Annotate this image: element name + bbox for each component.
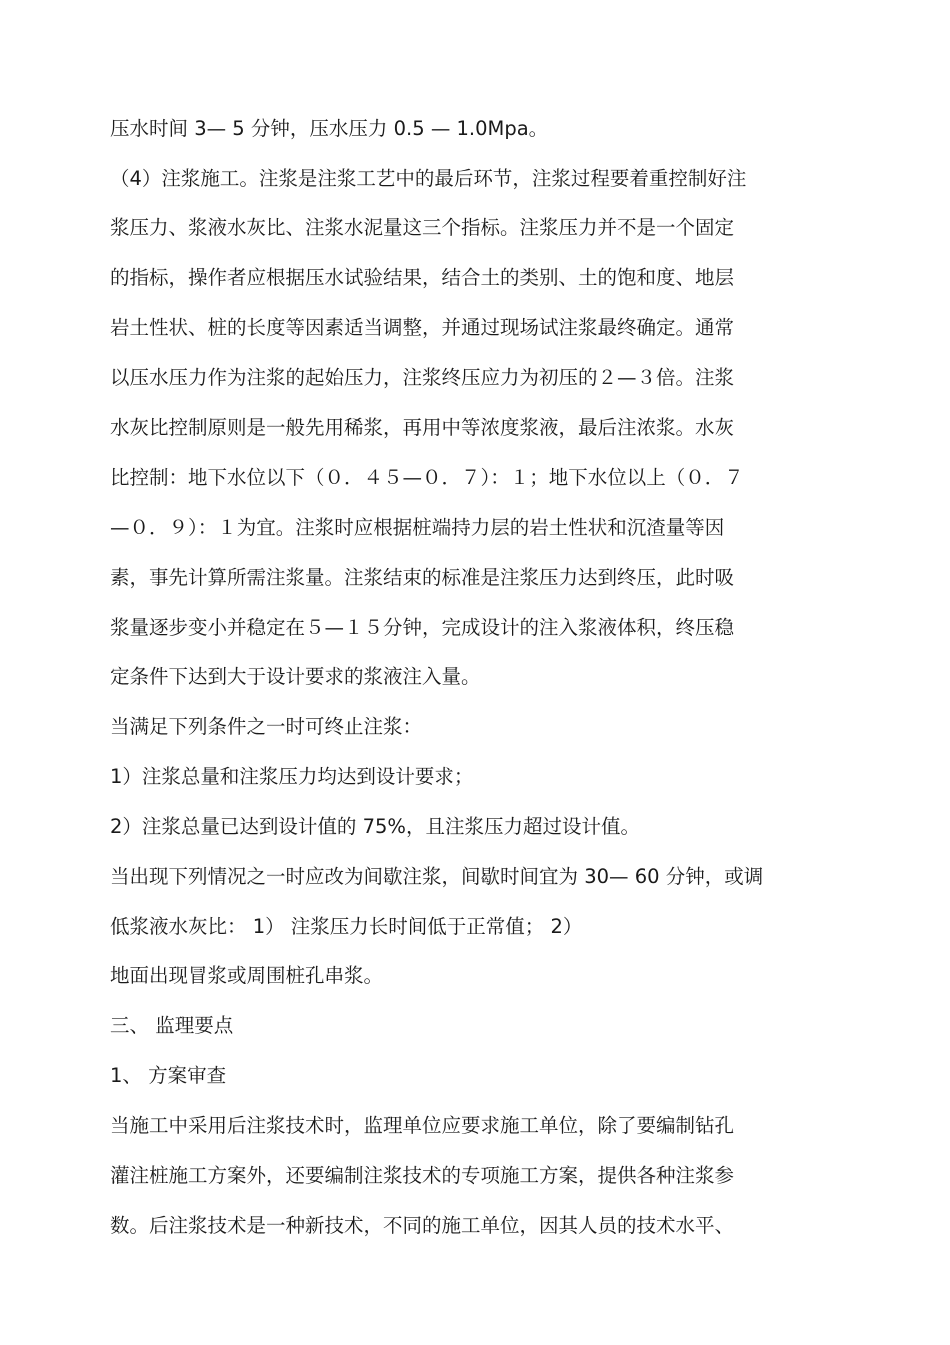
text-line: 的指标，操作者应根据压水试验结果，结合土的类别、土的饱和度、地层 xyxy=(110,266,735,289)
text-line: 低浆液水灰比： 1） 注浆压力长时间低于正常值； 2） xyxy=(110,915,583,938)
text-line: （4）注浆施工。注浆是注浆工艺中的最后环节，注浆过程要着重控制好注 xyxy=(110,167,747,190)
text-line: 素，事先计算所需注浆量。注浆结束的标准是注浆压力达到终压，此时吸 xyxy=(110,566,735,589)
text-line: 浆压力、浆液水灰比、注浆水泥量这三个指标。注浆压力并不是一个固定 xyxy=(110,216,735,239)
text-line: 灌注桩施工方案外，还要编制注浆技术的专项施工方案，提供各种注浆参 xyxy=(110,1164,735,1187)
text-line: 当施工中采用后注浆技术时，监理单位应要求施工单位，除了要编制钻孔 xyxy=(110,1114,735,1137)
text-line: 压水时间 3— 5 分钟，压水压力 0.5 — 1.0Mpa。 xyxy=(110,117,549,140)
text-line: 岩土性状、桩的长度等因素适当调整，并通过现场试注浆最终确定。通常 xyxy=(110,316,735,339)
text-line: 地面出现冒浆或周围桩孔串浆。 xyxy=(110,964,384,987)
text-line: 当出现下列情况之一时应改为间歇注浆，间歇时间宜为 30— 60 分钟，或调 xyxy=(110,865,764,888)
text-line: 2）注浆总量已达到设计值的 75%，且注浆压力超过设计值。 xyxy=(110,815,640,838)
text-line: —０．９）：１为宜。注浆时应根据桩端持力层的岩土性状和沉渣量等因 xyxy=(110,516,725,539)
text-line: 浆量逐步变小并稳定在５—１５分钟，完成设计的注入浆液体积，终压稳 xyxy=(110,616,735,639)
text-line: 当满足下列条件之一时可终止注浆： xyxy=(110,715,423,738)
text-line: 1）注浆总量和注浆压力均达到设计要求； xyxy=(110,765,474,788)
text-line: 比控制：地下水位以下（０．４５—０．７）：１；地下水位以上（０．７ xyxy=(110,466,744,489)
text-line: 以压水压力作为注浆的起始压力，注浆终压应力为初压的２—３倍。注浆 xyxy=(110,366,735,389)
section-heading: 三、 监理要点 xyxy=(110,1014,234,1037)
text-line: 水灰比控制原则是一般先用稀浆，再用中等浓度浆液，最后注浓浆。水灰 xyxy=(110,416,735,439)
text-line: 定条件下达到大于设计要求的浆液注入量。 xyxy=(110,665,481,688)
text-line: 数。后注浆技术是一种新技术，不同的施工单位，因其人员的技术水平、 xyxy=(110,1214,735,1237)
subsection-heading: 1、 方案审查 xyxy=(110,1064,227,1087)
